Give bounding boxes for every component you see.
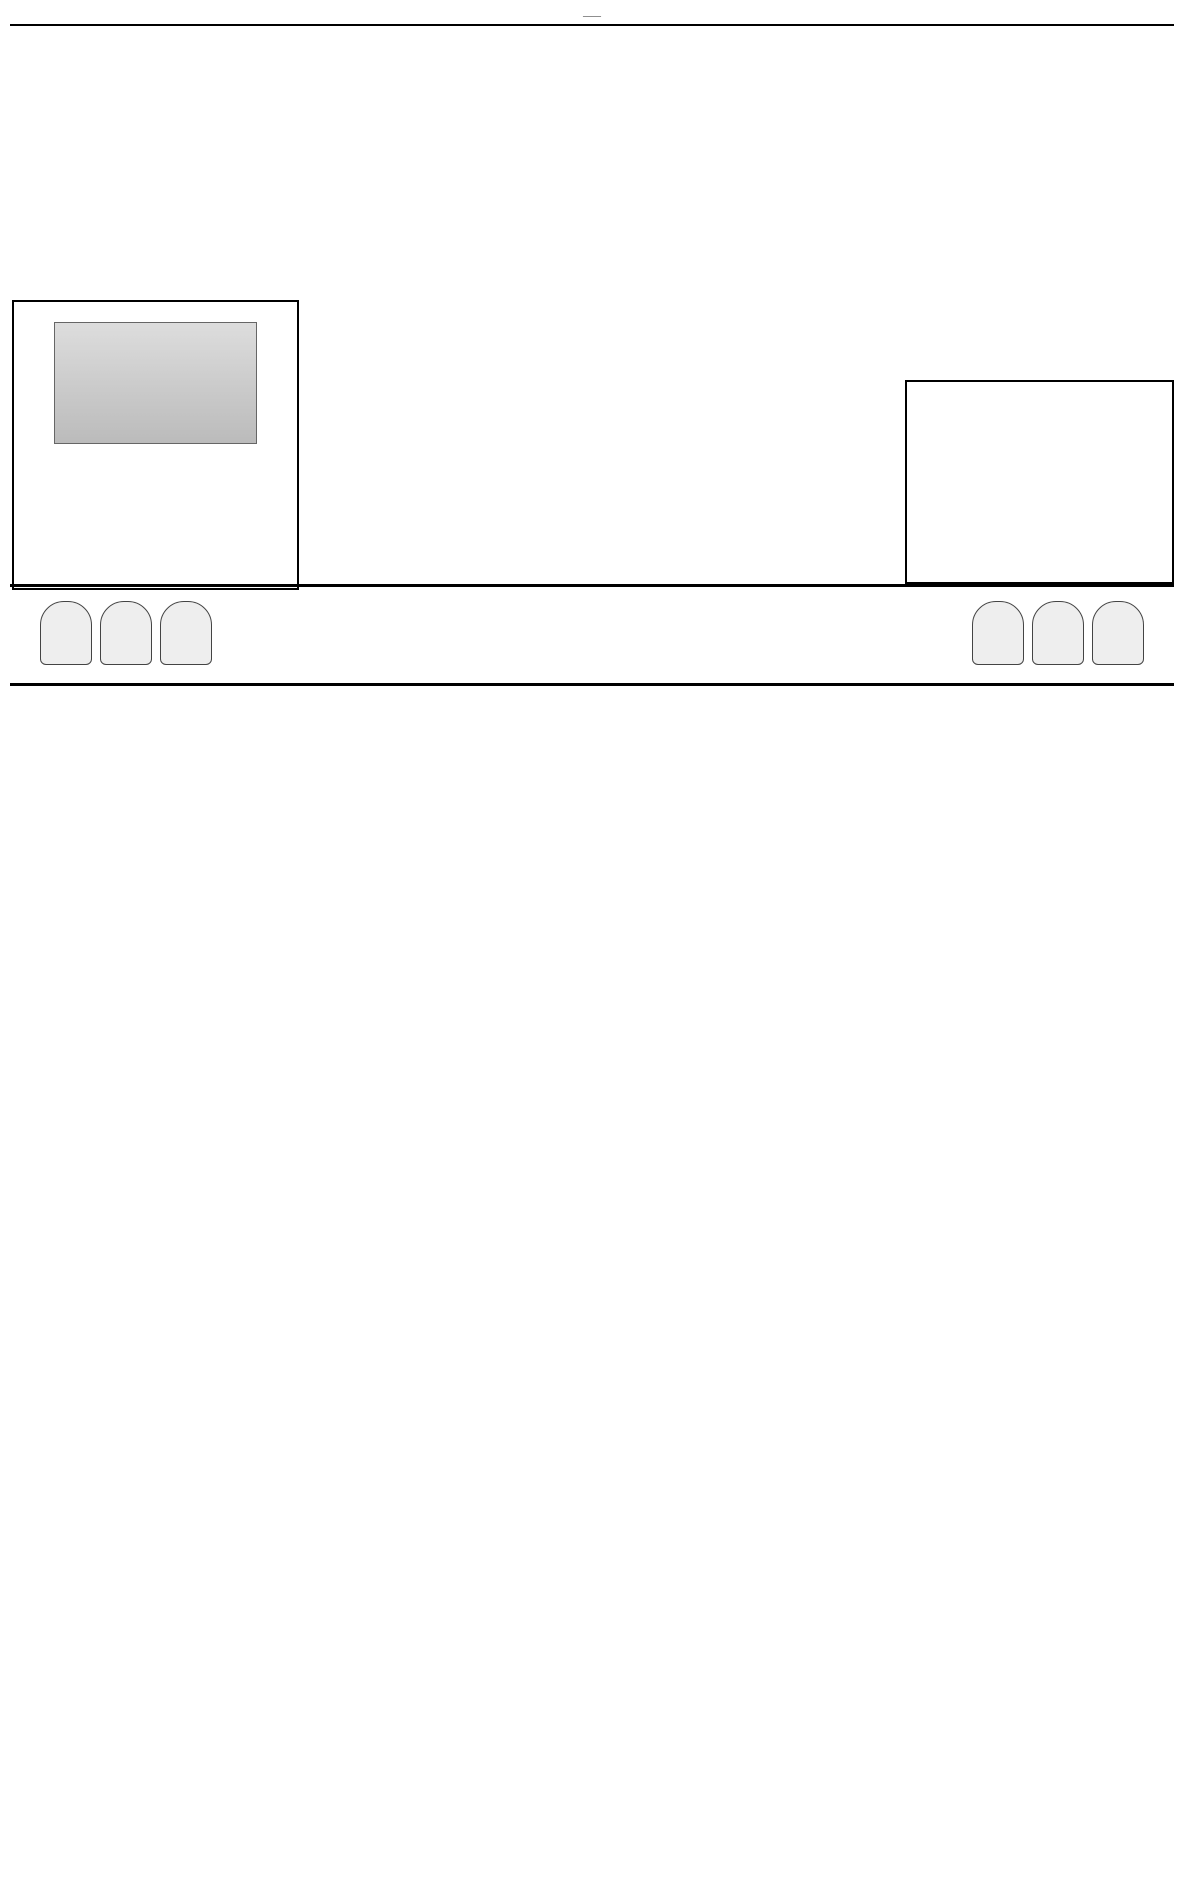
cartoon-figure bbox=[972, 601, 1024, 665]
cartoon-figure bbox=[1032, 601, 1084, 665]
masthead bbox=[10, 6, 1174, 26]
service-directory-banner bbox=[10, 584, 1174, 686]
cartoon-figure bbox=[100, 601, 152, 665]
cartoon-figure bbox=[160, 601, 212, 665]
masthead-papers: —— bbox=[583, 10, 601, 21]
patio-illustration bbox=[54, 322, 257, 444]
patio-covers-ad bbox=[12, 300, 299, 590]
service-directory-section bbox=[10, 686, 1174, 1882]
cartoon-figure bbox=[1092, 601, 1144, 665]
cartoon-figure bbox=[40, 601, 92, 665]
blue-grass-farms-ad bbox=[905, 380, 1174, 584]
